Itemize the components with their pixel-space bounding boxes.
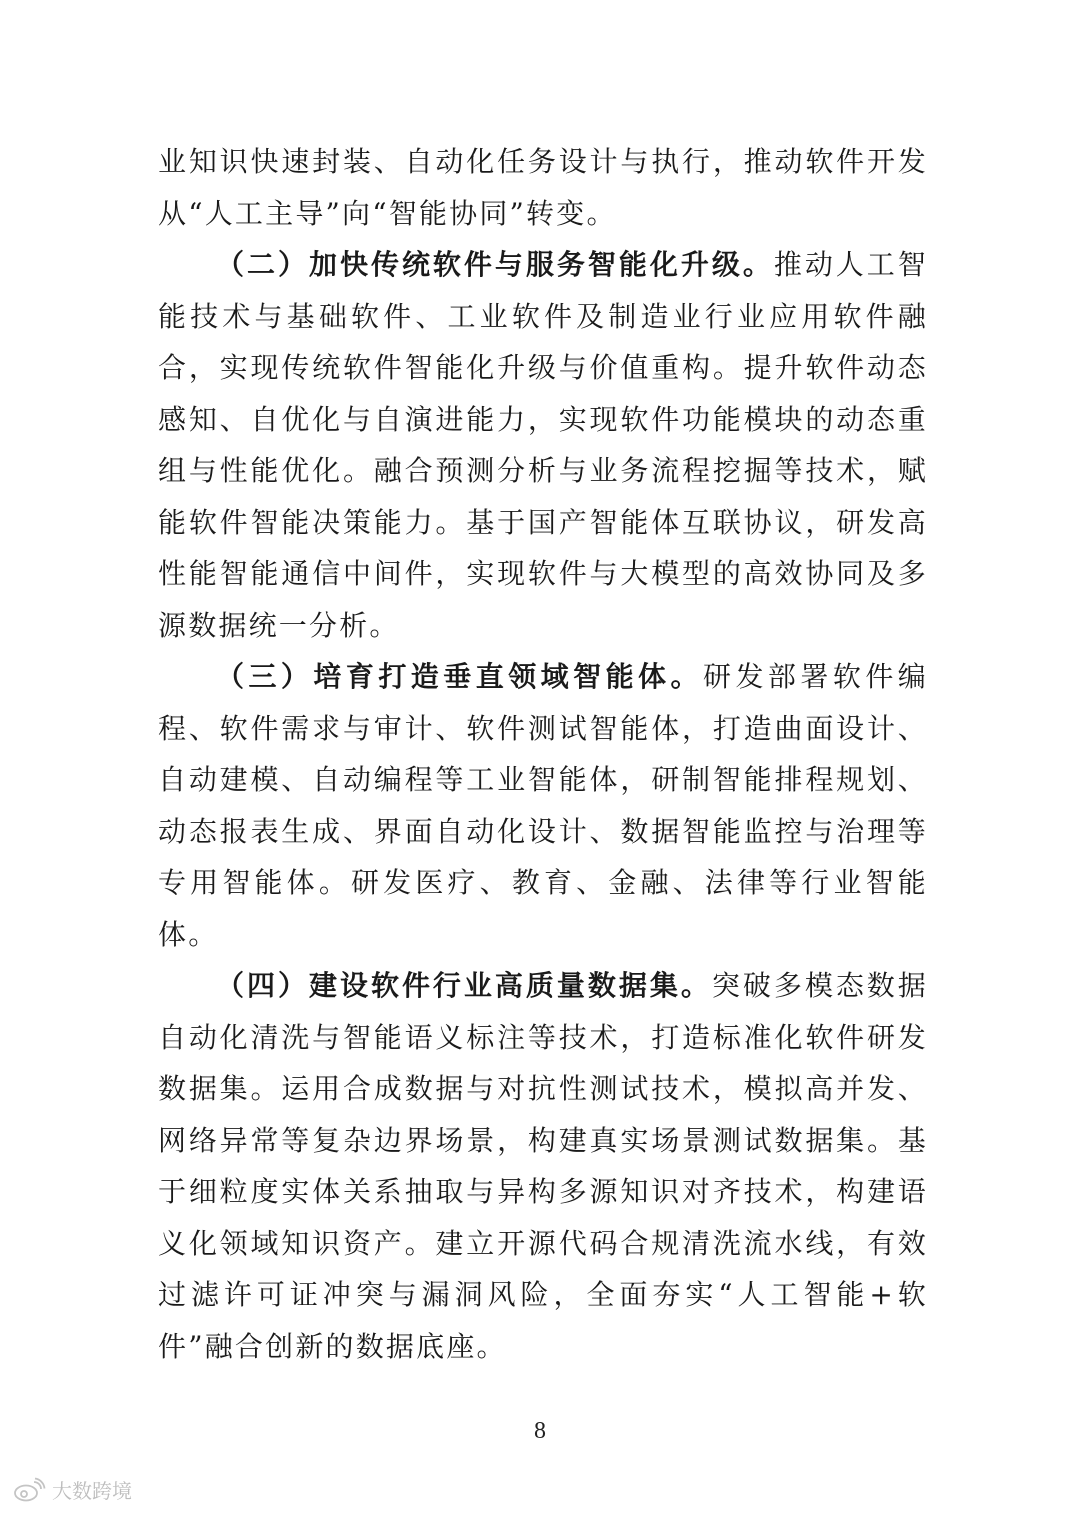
paragraph-section-2 (158, 239, 928, 651)
paragraph-continuation (158, 136, 928, 239)
paragraph-section-3 (158, 651, 928, 960)
watermark-text: 大数跨境 (52, 1479, 132, 1503)
page-number: 8 (534, 1418, 546, 1444)
section-heading: （四）建设软件行业高质量数据集。 (216, 969, 712, 1002)
watermark (12, 1475, 132, 1504)
paragraph-section-4 (158, 960, 928, 1372)
paragraph-text: 突破多模态数据自动化清洗与智能语义标注等技术，打造标准化软件研发数据集。运用合成数据与对抗性测试技术，模拟高并发、网络异常等复杂边界场景，构建真实场景测试数据集。基于细粒度实体关系抽取与异构多源知识对齐技术，构建语义化领域知识资产。建立开源代码合规清洗流水线，有效过滤许可证冲突与漏洞风险，全面夯实“人工智能+软件”融合创新的数据底座。 (158, 969, 929, 1363)
paragraph-text: 业知识快速封装、自动化任务设计与执行，推动软件开发从“人工主导”向“智能协同”转变。 (158, 145, 928, 230)
document-body (158, 136, 928, 1372)
paragraph-text: 研发部署软件编程、软件需求与审计、软件测试智能体，打造曲面设计、自动建模、自动编程等工业智能体，研制智能排程规划、动态报表生成、界面自动化设计、数据智能监控与治理等专用智能体。研发医疗、教育、金融、法律等行业智能体。 (158, 660, 928, 951)
section-heading: （三）培育打造垂直领域智能体。 (216, 660, 703, 693)
section-heading: （二）加快传统软件与服务智能化升级。 (216, 248, 774, 281)
paragraph-text: 推动人工智能技术与基础软件、工业软件及制造业行业应用软件融合，实现传统软件智能化升级与价值重构。提升软件动态感知、自优化与自演进能力，实现软件功能模块的动态重组与性能优化。融合预测分析与业务流程挖掘等技术，赋能软件智能决策能力。基于国产智能体互联协议，研发高性能智能通信中间件，实现软件与大模型的高效协同及多源数据统一分析。 (158, 248, 928, 642)
weibo-logo-icon (12, 1477, 46, 1503)
